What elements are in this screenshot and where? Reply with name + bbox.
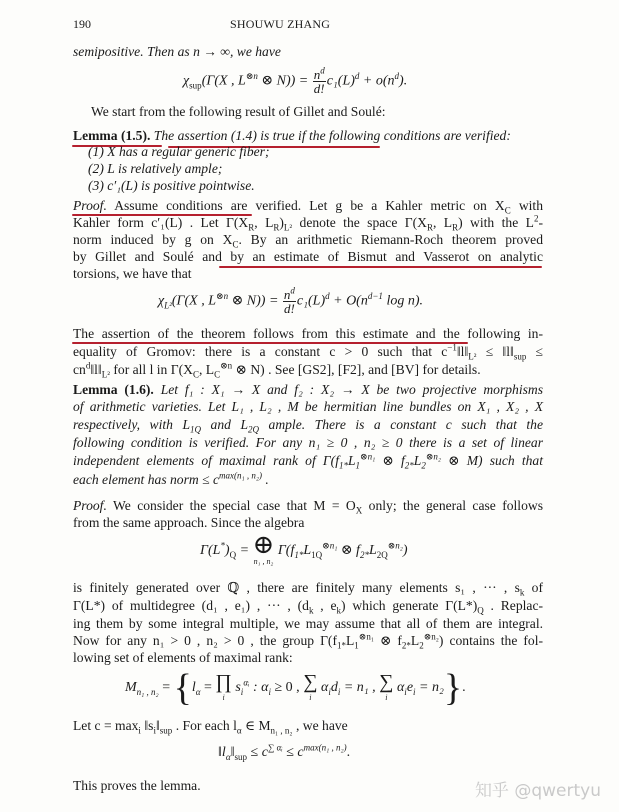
running-title: SHOUWU ZHANG — [230, 17, 331, 31]
fraction: $\frac{n^d}{d!}$ — [313, 65, 325, 96]
proof-line: by Gillet and Soulé and by an estimate of Bismut and Vasserot on analytic — [73, 249, 543, 264]
assertion-line: equality of Gromov: there is a constant c > 0 such that $c^{-1}‖l‖_{L^2}$ ≤ $‖l‖_{sup}$ ≤ — [73, 342, 544, 362]
proof-line: Kahler form c′₁(L) . Let $\Gamma(X_R$, $L_R)_{L^2}$ denote the space $\Gamma(X_R$, $L_R$) with the $L^2-$ — [73, 213, 543, 233]
lemma-line: respectively, with $L_{1Q}$ and $L_{2Q}$ ample. There is a constant c such that the — [73, 417, 544, 435]
proof-line: norm induced by g on $X_C$. By an arithmetic Riemann-Roch theorem proved — [73, 232, 543, 250]
lemma-line: of arithmetic varieties. Let L₁ , L₂ , M be hermitian line bundles on X₁ , X₂ , X — [73, 399, 543, 414]
paragraph-line: Now for any n₁ > 0 , n₂ > 0 , the group $\Gamma(f_{1*}L_1^{\otimes n_1}$ ⊗ $f_{2*}L_2^{\otimes n_2}$) contains the fol- — [73, 631, 543, 651]
equation-chi-l2: $\chi_{L^2}(\Gamma(X$ , $L^{\otimes n}$ ⊗ N)) = $\frac{n^d}{d!}$ $c_1(L)^d + O(n^{d-1}$ log n). — [158, 285, 423, 316]
lemma-line: each element has norm ≤ $c^{max(n_1 , n_2)}$ . — [73, 470, 269, 487]
condition-1: (1) X has a regular generic fiber; — [88, 144, 270, 159]
direct-sum: ⊕ n₁ , n₂ — [252, 530, 275, 566]
intro-line: semipositive. Then as n → ∞, we have — [73, 44, 281, 59]
equation-set-m: $M_{n_1 , n_2} = \{l_\alpha$ = ∏ i $s_i^{\alpha ᵢ}$ : $\alpha_i \ge 0$ , ∑ i $\alpha_id_i = n_1$ , ∑ i $\alpha_ie_i = n_2$}. — [125, 667, 466, 709]
sum: ∑ i — [303, 671, 318, 702]
assertion-line: $cn^d‖l‖_{L^2}$ for all l in $\Gamma(X_C$, $L_C^{\otimes n}$ ⊗ N) . See [GS2], [F2], and [BV] for details. — [73, 360, 481, 380]
product: ∏ i — [215, 671, 232, 702]
paragraph-line: ing them by some integral multiple, we may assume that all of them are integral. — [73, 616, 543, 631]
watermark: 知乎 @qwertyu — [474, 781, 601, 801]
proof-line: Proof. We consider the special case that $M = O_X$ only; the general case follows — [73, 498, 543, 516]
proof-line: from the same approach. Since the algebra — [73, 515, 305, 530]
equation-chi-sup: $\chi_{sup}(\Gamma(X$ , $L^{\otimes n}$ ⊗ N)) = $\frac{n^d}{d!}$ $c_1(L)^d + o(n^d)$. — [183, 65, 408, 96]
lemma-1-5-heading: Lemma (1.5). The assertion (1.4) is true if the following conditions are verified: — [73, 128, 511, 143]
fraction: $\frac{n^d}{d!}$ — [283, 285, 295, 316]
sum: ∑ i — [379, 671, 394, 702]
equation-gamma-sum: $\Gamma(L^*)_Q$ = ⊕ n₁ , n₂ $\Gamma(f_{1*}L_{1Q}^{\otimes n_1}$ ⊗ $f_{2*}L_{2Q}^{\otimes n_2}$) — [200, 530, 408, 566]
condition-3: (3) c′₁(L) is positive pointwise. — [88, 178, 255, 193]
proof-line: torsions, we have that — [73, 266, 192, 281]
lemma-1-6-heading: Lemma (1.6). Let f₁ : X₁ → X and f₂ : X₂ → X be two projective morphisms — [73, 382, 543, 397]
page-number: 190 — [73, 17, 91, 31]
final-line: This proves the lemma. — [73, 778, 201, 793]
assertion-line: The assertion of the theorem follows from this estimate and the following in- — [73, 326, 543, 341]
paragraph-line: lowing set of elements of maximal rank: — [73, 650, 293, 665]
paragraph-line: Γ(L*) of multidegree (d₁ , e₁) , ··· , ($d_k$ , $e_k$) which generate $\Gamma(L*)_Q$ . Replac- — [73, 598, 544, 616]
start-line: We start from the following result of Gillet and Soulé: — [91, 104, 386, 119]
lemma-line: independent elements of maximal rank of $\Gamma(f_{1*}L_1^{\otimes n_1}$ ⊗ $f_{2*}L_2^{\otimes n_2}$ ⊗ M) such that — [73, 451, 543, 471]
proof-line: Proof. Assume conditions are verified. Let g be a Kahler metric on $X_C$ with — [73, 198, 543, 216]
equation-norm-bound: $‖l_\alpha‖_{sup} \le c^{\sum \alpha ᵢ} \le c^{max(n_1 , n_2)}$. — [218, 742, 351, 762]
paragraph-line: is finitely generated over ℚ , there are finitely many elements s₁ , ··· , $s_k$ of — [73, 580, 543, 598]
lemma-line: following condition is verified. For any n₁ ≥ 0 , n₂ ≥ 0 there is a set of linear — [73, 435, 543, 450]
condition-2: (2) L is relatively ample; — [88, 161, 223, 176]
paragraph-line: Let $c = \max_i$ $‖s_i‖_{sup}$ . For each $l_\alpha$ ∈ $M_{n_1 , n_2}$ , we have — [73, 718, 348, 736]
